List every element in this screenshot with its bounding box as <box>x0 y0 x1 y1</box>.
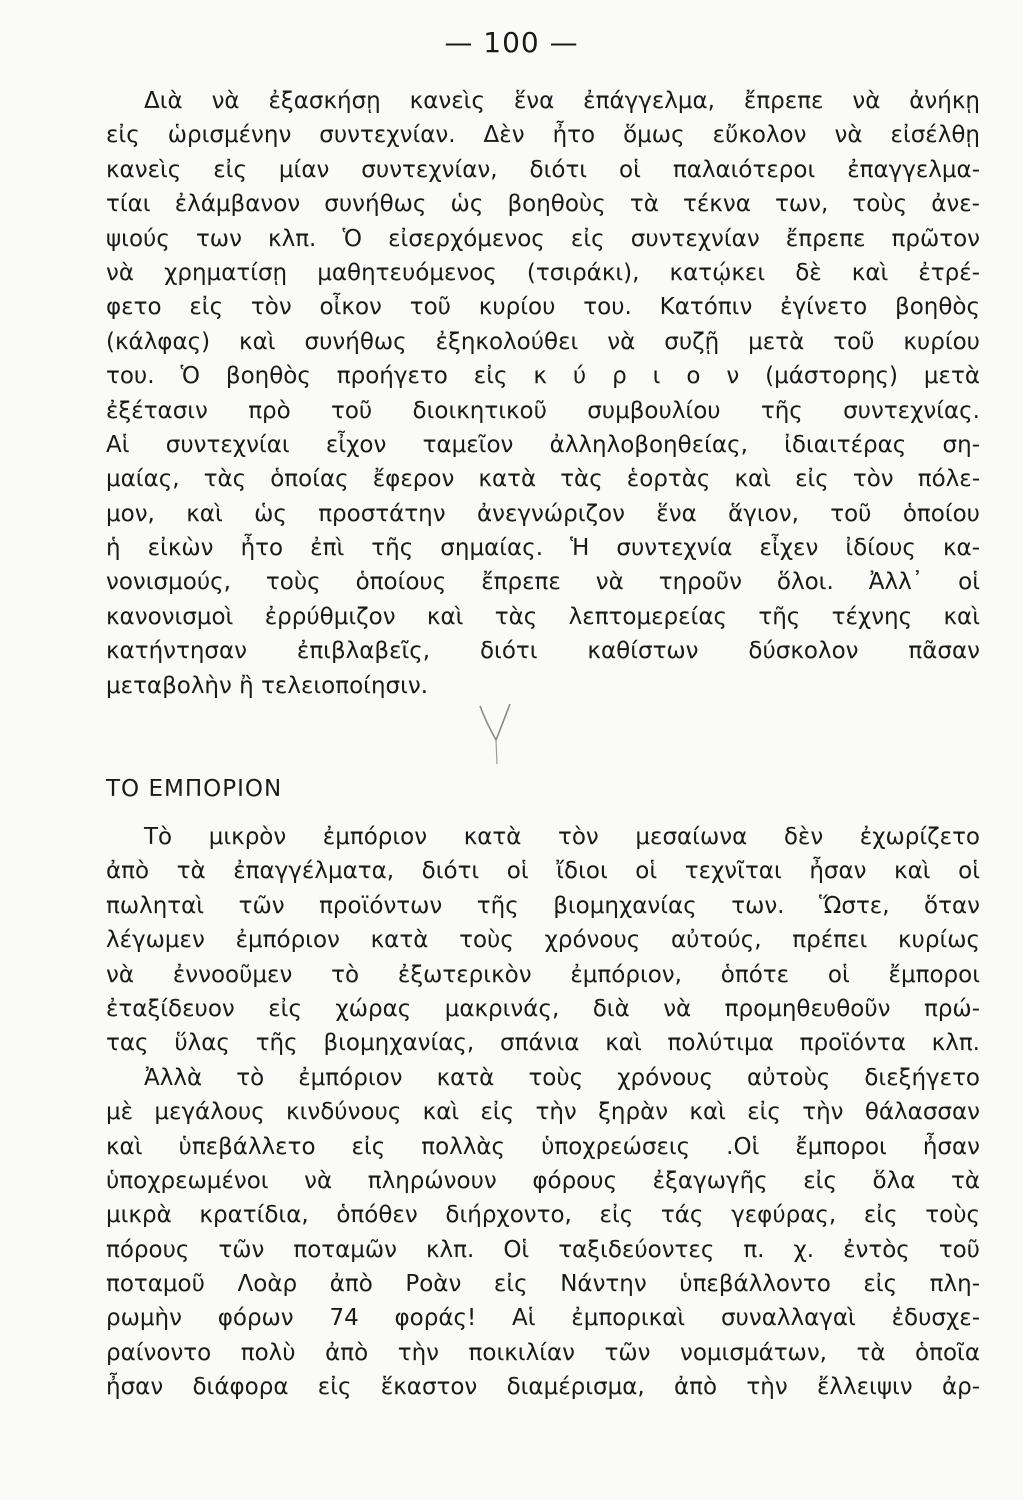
text-line: νὰ ἐννοοῦμεν τὸ ἐξωτερικὸν ἐμπόριον, ὁπότε οἱ ἔμποροι <box>106 961 980 988</box>
text-line: μὲ μεγάλους κινδύνους καὶ εἰς τὴν ξηρὰν καὶ εἰς τὴν θάλασσαν <box>106 1099 980 1126</box>
text-line: του. Ὁ βοηθὸς προήγετο εἰς κ ύ ρ ι ο ν (μάστορης) μετὰ <box>106 363 980 390</box>
text-line: ραίνοντο πολὺ ἀπὸ τὴν ποικιλίαν τῶν νομισμάτων, τὰ ὁποῖα <box>106 1339 980 1366</box>
text-line: κατήντησαν ἐπιβλαβεῖς, διότι καθίστων δύσκολον πᾶσαν <box>106 638 980 665</box>
section-heading: ΤΟ ΕΜΠΟΡΙΟΝ <box>106 776 283 802</box>
text-line: ἐξέτασιν πρὸ τοῦ διοικητικοῦ συμβουλίου τῆς συντεχνίας. <box>106 397 980 424</box>
text-line: καὶ ὑπεβάλλετο εἰς πολλὰς ὑποχρεώσεις .Οἱ ἔμποροι ἦσαν <box>106 1133 980 1160</box>
text-line: μον, καὶ ὡς προστάτην ἀνεγνώριζον ἕνα ἅγιον, τοῦ ὁποίου <box>106 500 980 527</box>
text-line: μικρὰ κρατίδια, ὁπόθεν διήρχοντο, εἰς τάς γεφύρας, εἰς τοὺς <box>106 1202 980 1229</box>
page-number: — 100 — <box>444 26 579 59</box>
text-line: Αἱ συντεχνίαι εἶχον ταμεῖον ἀλληλοβοηθείας, ἰδιαιτέρας ση- <box>106 431 980 458</box>
text-line: Διὰ νὰ ἐξασκήσῃ κανεὶς ἕνα ἐπάγγελμα, ἔπρεπε νὰ ἀνήκῃ <box>144 88 980 114</box>
text-line: ἦσαν διάφορα εἰς ἕκαστον διαμέρισμα, ἀπὸ τὴν ἔλλειψιν ἀρ- <box>106 1374 980 1401</box>
text-line: ψιούς των κλπ. Ὁ εἰσερχόμενος εἰς συντεχνίαν ἔπρεπε πρῶτον <box>106 225 980 252</box>
text-line: πωληταὶ τῶν προϊόντων τῆς βιομηχανίας των. Ὥστε, ὅταν <box>106 892 980 919</box>
text-line: μαίας, τὰς ὁποίας ἔφερον κατὰ τὰς ἑορτὰς καὶ εἰς τὸν πόλε- <box>106 466 980 493</box>
text-line: ποταμοῦ Λοὰρ ἀπὸ Ροὰν εἰς Νάντην ὑπεβάλλοντο εἰς πλη- <box>106 1271 980 1298</box>
text-line: νὰ χρηματίσῃ μαθητευόμενος (τσιράκι), κατῴκει δὲ καὶ ἐτρέ- <box>106 259 980 286</box>
text-line: τας ὕλας τῆς βιομηχανίας, σπάνια καὶ πολύτιμα προϊόντα κλπ. <box>106 1030 980 1057</box>
text-line: ρωμὴν φόρων 74 φοράς! Αἱ ἐμπορικαὶ συναλλαγαὶ ἐδυσχε- <box>106 1305 980 1332</box>
text-line: νονισμούς, τοὺς ὁποίους ἔπρεπε νὰ τηροῦν ὅλοι. Ἀλλ᾿ οἱ <box>106 569 980 596</box>
text-line: ἀπὸ τὰ ἐπαγγέλματα, διότι οἱ ἴδιοι οἱ τεχνῖται ἦσαν καὶ οἱ <box>106 858 980 885</box>
text-line: φετο εἰς τὸν οἶκον τοῦ κυρίου του. Κατόπιν ἐγίνετο βοηθὸς <box>106 294 980 321</box>
text-line: τίαι ἐλάμβανον συνήθως ὡς βοηθοὺς τὰ τέκνα των, τοὺς ἀνε- <box>106 191 980 218</box>
text-line: Ἀλλὰ τὸ ἐμπόριον κατὰ τοὺς χρόνους αὐτοὺς διεξήγετο <box>144 1064 980 1091</box>
pencil-check-mark <box>476 700 516 766</box>
paragraph-commerce <box>106 820 980 1405</box>
text-line: λέγωμεν ἐμπόριον κατὰ τοὺς χρόνους αὐτούς, πρέπει κυρίως <box>106 927 980 954</box>
text-line: (κάλφας) καὶ συνήθως ἐξηκολούθει νὰ συζῇ μετὰ τοῦ κυρίου <box>106 328 980 355</box>
text-line: κανεὶς εἰς μίαν συντεχνίαν, διότι οἱ παλαιότεροι ἐπαγγελμα- <box>106 156 980 183</box>
text-line: ἡ εἰκὼν ἦτο ἐπὶ τῆς σημαίας. Ἡ συντεχνία εἶχεν ἰδίους κα- <box>106 535 980 562</box>
text-line: Τὸ μικρὸν ἐμπόριον κατὰ τὸν μεσαίωνα δὲν ἐχωρίζετο <box>144 824 980 850</box>
text-line: πόρους τῶν ποταμῶν κλπ. Οἱ ταξιδεύοντες π. χ. ἐντὸς τοῦ <box>106 1236 980 1263</box>
text-line: εἰς ὡρισμένην συντεχνίαν. Δὲν ἦτο ὅμως εὔκολον νὰ εἰσέλθῃ <box>106 122 980 149</box>
text-line: ἐταξίδευον εἰς χώρας μακρινάς, διὰ νὰ προμηθευθοῦν πρώ- <box>106 995 980 1022</box>
text-line: ὑποχρεωμένοι νὰ πληρώνουν φόρους ἐξαγωγῆς εἰς ὅλα τὰ <box>106 1167 980 1194</box>
paragraph-guilds <box>106 84 980 703</box>
text-line: μεταβολὴν ἢ τελειοποίησιν. <box>106 672 429 699</box>
text-line: κανονισμοὶ ἐρρύθμιζον καὶ τὰς λεπτομερείας τῆς τέχνης καὶ <box>106 603 980 630</box>
